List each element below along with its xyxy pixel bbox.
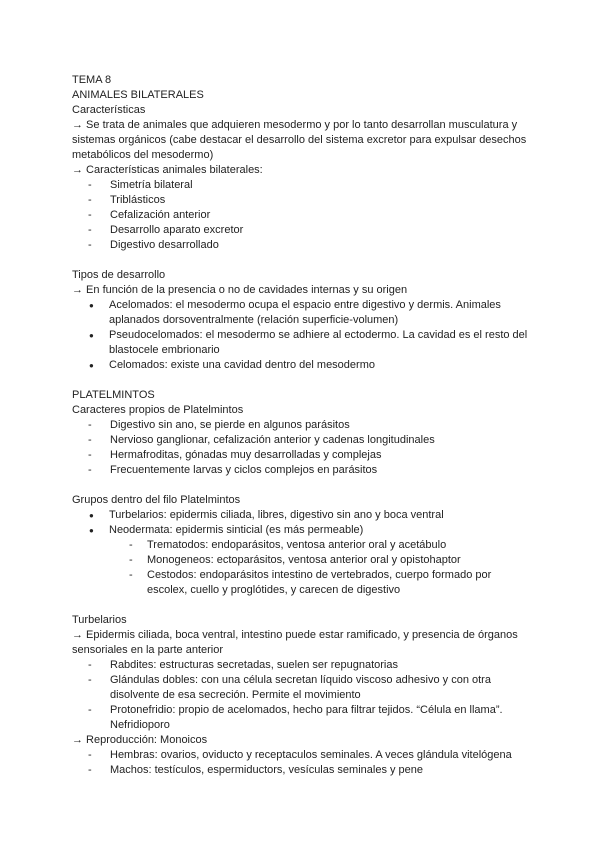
list-item: - Monogeneos: ectoparásitos, ventosa anterior oral y opistohaptor bbox=[72, 553, 532, 568]
list-item: - Digestivo sin ano, se pierde en algunos parásitos bbox=[72, 418, 532, 433]
topic-number: TEMA 8 bbox=[72, 74, 112, 86]
list-item: ● Pseudocelomados: el mesodermo se adhiere al ectodermo. La cavidad es el resto del blastocele embrionario bbox=[72, 328, 532, 358]
list-item: - Protonefridio: propio de acelomados, hecho para filtrar tejidos. “Célula en llama”. Nefridioporo bbox=[72, 703, 532, 733]
list-title: → Reproducción: Monoicos bbox=[72, 734, 208, 746]
list-item: - Desarrollo aparato excretor bbox=[72, 223, 532, 238]
section-heading: Caracteres propios de Platelmintos bbox=[72, 404, 244, 416]
list-item: ● Acelomados: el mesodermo ocupa el espacio entre digestivo y dermis. Animales aplanados dorsoventralmente (relación superficie-volumen) bbox=[72, 298, 532, 328]
list-item: - Digestivo desarrollado bbox=[72, 238, 532, 253]
paragraph: → Se trata de animales que adquieren mesodermo y por lo tanto desarrollan musculatura y sistemas orgánicos (cabe destacar el desarrollo del sistema excretor para expulsar desechos metabólicos del mesodermo) bbox=[72, 119, 530, 161]
section-heading: Características bbox=[72, 104, 146, 116]
list-item: - Hembras: ovarios, oviducto y receptaculos seminales. A veces glándula vitelógena bbox=[72, 748, 532, 763]
paragraph: → Epidermis ciliada, boca ventral, intestino puede estar ramificado, y presencia de órganos sensoriales en la parte anterior bbox=[72, 629, 521, 656]
section-heading: Turbelarios bbox=[72, 614, 127, 626]
list-item: - Glándulas dobles: con una célula secretan líquido viscoso adhesivo y con otra disolvente de esa secreción. Permite el movimiento bbox=[72, 673, 532, 703]
document-title: ANIMALES BILATERALES bbox=[72, 89, 204, 101]
list-item: - Frecuentemente larvas y ciclos complejos en parásitos bbox=[72, 463, 532, 478]
dash-list bbox=[72, 178, 532, 253]
list-item: - Cestodos: endoparásitos intestino de vertebrados, cuerpo formado por escolex, cuello y proglótides, y carecen de digestivo bbox=[72, 568, 532, 598]
list-item: - Rabdites: estructuras secretadas, suelen ser repugnatorias bbox=[72, 658, 532, 673]
list-item: - Nervioso ganglionar, cefalización anterior y cadenas longitudinales bbox=[72, 433, 532, 448]
section-heading: Grupos dentro del filo Platelmintos bbox=[72, 494, 241, 506]
list-item: - Hermafroditas, gónadas muy desarrolladas y complejas bbox=[72, 448, 532, 463]
section-title: PLATELMINTOS bbox=[72, 389, 155, 401]
paragraph: → En función de la presencia o no de cavidades internas y su origen bbox=[72, 284, 408, 296]
dash-list bbox=[72, 658, 532, 733]
bullet-list bbox=[72, 508, 532, 538]
list-item: ● Turbelarios: epidermis ciliada, libres, digestivo sin ano y boca ventral bbox=[72, 508, 532, 523]
document-page bbox=[72, 73, 532, 778]
list-item: - Machos: testículos, espermiductors, vesículas seminales y pene bbox=[72, 763, 532, 778]
list-item: - Trematodos: endoparásitos, ventosa anterior oral y acetábulo bbox=[72, 538, 532, 553]
list-title: → Características animales bilaterales: bbox=[72, 164, 263, 176]
list-item: - Cefalización anterior bbox=[72, 208, 532, 223]
nested-dash-list bbox=[72, 538, 532, 598]
list-item: ● Celomados: existe una cavidad dentro del mesodermo bbox=[72, 358, 532, 373]
list-item: - Simetría bilateral bbox=[72, 178, 532, 193]
bullet-list bbox=[72, 298, 532, 373]
list-item: - Triblásticos bbox=[72, 193, 532, 208]
list-item: ● Neodermata: epidermis sinticial (es más permeable) bbox=[72, 523, 532, 538]
dash-list bbox=[72, 418, 532, 478]
dash-list bbox=[72, 748, 532, 778]
section-heading: Tipos de desarrollo bbox=[72, 269, 166, 281]
